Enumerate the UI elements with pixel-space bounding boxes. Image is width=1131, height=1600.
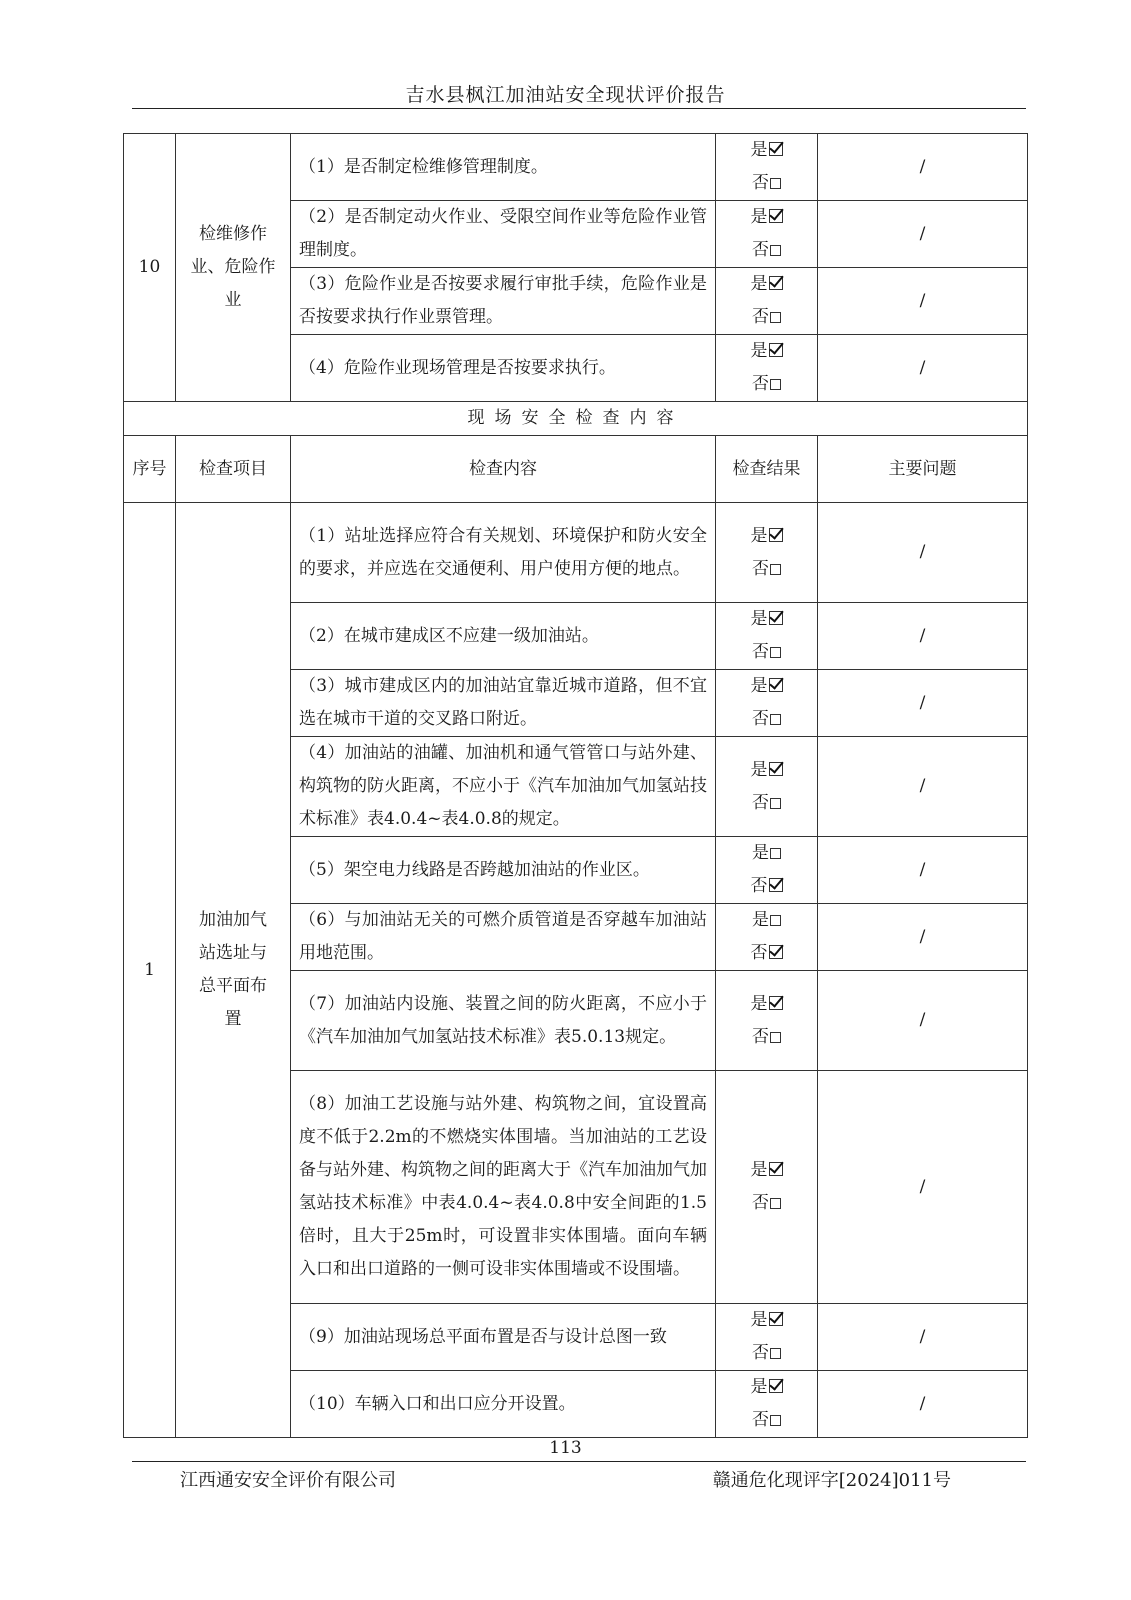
yes-checkbox-icon bbox=[769, 142, 783, 156]
no-label: 否 bbox=[752, 240, 769, 260]
page-header-title: 吉水县枫江加油站安全现状评价报告 bbox=[405, 84, 726, 106]
site-section bbox=[124, 503, 1028, 1438]
footer-rule bbox=[132, 1461, 1026, 1462]
no-checkbox-icon bbox=[770, 312, 781, 323]
yes-option bbox=[724, 335, 809, 368]
item-number: 1 bbox=[124, 503, 176, 1438]
check-content: （5）架空电力线路是否跨越加油站的作业区。 bbox=[291, 837, 716, 904]
result-cell bbox=[716, 1304, 818, 1371]
no-option bbox=[724, 368, 809, 401]
col-result-header: 检查结果 bbox=[716, 436, 818, 503]
yes-option bbox=[724, 754, 809, 787]
check-content: （3）城市建成区内的加油站宜靠近城市道路，但不宜选在城市干道的交叉路口附近。 bbox=[291, 670, 716, 737]
check-content: （4）危险作业现场管理是否按要求执行。 bbox=[291, 335, 716, 402]
yes-label: 是 bbox=[752, 843, 769, 863]
no-checkbox-icon bbox=[770, 564, 781, 575]
yes-checkbox-icon bbox=[769, 209, 783, 223]
yes-label: 是 bbox=[750, 993, 768, 1014]
footer-company: 江西通安安全评价有限公司 bbox=[180, 1470, 396, 1491]
result-cell bbox=[716, 670, 818, 737]
header-rule bbox=[132, 108, 1026, 109]
yes-option bbox=[724, 1371, 809, 1404]
no-label: 否 bbox=[752, 173, 769, 193]
col-item-header: 检查项目 bbox=[176, 436, 291, 503]
main-issue: / bbox=[818, 737, 1028, 837]
table-row bbox=[124, 134, 1028, 201]
main-issue: / bbox=[818, 134, 1028, 201]
main-issue: / bbox=[818, 268, 1028, 335]
no-option bbox=[724, 301, 809, 334]
no-option bbox=[724, 787, 809, 820]
no-option bbox=[724, 703, 809, 736]
page-number: 113 bbox=[549, 1438, 582, 1458]
main-issue: / bbox=[818, 335, 1028, 402]
yes-checkbox-icon bbox=[769, 1162, 783, 1176]
yes-label: 是 bbox=[750, 140, 768, 160]
result-cell bbox=[716, 335, 818, 402]
main-issue: / bbox=[818, 201, 1028, 268]
yes-label: 是 bbox=[750, 274, 768, 294]
main-issue: / bbox=[818, 837, 1028, 904]
check-item-line: 业、危险作 bbox=[190, 257, 276, 277]
yes-checkbox-icon bbox=[769, 678, 783, 692]
yes-option bbox=[724, 201, 809, 234]
check-item-line: 置 bbox=[224, 1009, 242, 1029]
yes-label: 是 bbox=[750, 341, 768, 361]
check-content: （7）加油站内设施、装置之间的防火距离，不应小于《汽车加油加气加氢站技术标准》表5.0.13规定。 bbox=[291, 971, 716, 1071]
main-issue: / bbox=[818, 1071, 1028, 1304]
result-cell bbox=[716, 904, 818, 971]
col-issue-header: 主要问题 bbox=[818, 436, 1028, 503]
yes-label: 是 bbox=[750, 1310, 768, 1330]
column-header-row bbox=[124, 436, 1028, 503]
no-checkbox-icon bbox=[770, 1348, 781, 1359]
check-item-line: 检维修作 bbox=[199, 224, 267, 244]
yes-option bbox=[724, 904, 809, 937]
no-checkbox-icon bbox=[770, 1415, 781, 1426]
yes-option bbox=[724, 1304, 809, 1337]
yes-label: 是 bbox=[750, 1377, 768, 1397]
no-option bbox=[724, 937, 809, 970]
yes-option bbox=[724, 670, 809, 703]
check-item-line: 总平面布 bbox=[199, 976, 267, 996]
check-item-line: 站选址与 bbox=[199, 943, 267, 963]
item-number: 10 bbox=[124, 134, 176, 402]
main-issue: / bbox=[818, 670, 1028, 737]
yes-option bbox=[724, 988, 809, 1021]
no-option bbox=[724, 553, 809, 586]
yes-label: 是 bbox=[750, 676, 768, 696]
yes-option bbox=[724, 603, 809, 636]
check-item-line: 加油加气 bbox=[199, 910, 267, 930]
check-content: （2）在城市建成区不应建一级加油站。 bbox=[291, 603, 716, 670]
no-label: 否 bbox=[752, 709, 769, 729]
result-cell bbox=[716, 1371, 818, 1438]
no-label: 否 bbox=[752, 558, 769, 579]
result-cell bbox=[716, 201, 818, 268]
no-checkbox-icon bbox=[769, 878, 783, 892]
section-title: 现场安全检查内容 bbox=[124, 402, 1028, 436]
col-no-header: 序号 bbox=[124, 436, 176, 503]
yes-checkbox-icon bbox=[769, 762, 783, 776]
no-option bbox=[724, 1187, 809, 1220]
inspection-table bbox=[123, 133, 1028, 1438]
yes-label: 是 bbox=[750, 609, 768, 629]
yes-checkbox-icon bbox=[769, 276, 783, 290]
yes-option bbox=[724, 837, 809, 870]
yes-option bbox=[724, 268, 809, 301]
yes-checkbox-icon bbox=[769, 611, 783, 625]
yes-label: 是 bbox=[750, 207, 768, 227]
yes-checkbox-icon bbox=[769, 1312, 783, 1326]
no-label: 否 bbox=[752, 374, 769, 394]
yes-checkbox-icon bbox=[769, 343, 783, 357]
no-label: 否 bbox=[752, 642, 769, 662]
result-cell bbox=[716, 1071, 818, 1304]
no-option bbox=[724, 870, 809, 903]
no-label: 否 bbox=[750, 876, 768, 896]
check-content: （1）是否制定检维修管理制度。 bbox=[291, 134, 716, 201]
footer-doc-number: 赣通危化现评字[2024]011号 bbox=[712, 1470, 951, 1491]
check-content: （9）加油站现场总平面布置是否与设计总图一致 bbox=[291, 1304, 716, 1371]
main-issue: / bbox=[818, 1371, 1028, 1438]
col-content-header: 检查内容 bbox=[291, 436, 716, 503]
no-checkbox-icon bbox=[770, 379, 781, 390]
no-label: 否 bbox=[752, 1026, 769, 1047]
result-cell bbox=[716, 134, 818, 201]
result-cell bbox=[716, 837, 818, 904]
check-item bbox=[176, 134, 291, 402]
check-content: （4）加油站的油罐、加油机和通气管管口与站外建、构筑物的防火距离，不应小于《汽车加油加气加氢站技术标准》表4.0.4~表4.0.8的规定。 bbox=[291, 737, 716, 837]
yes-label: 是 bbox=[750, 759, 768, 780]
no-option bbox=[724, 1021, 809, 1054]
section-title-row bbox=[124, 402, 1028, 436]
no-checkbox-icon bbox=[770, 178, 781, 189]
no-checkbox-icon bbox=[770, 245, 781, 256]
main-issue: / bbox=[818, 904, 1028, 971]
check-content: （1）站址选择应符合有关规划、环境保护和防火安全的要求，并应选在交通便利、用户使用方便的地点。 bbox=[291, 503, 716, 603]
yes-checkbox-icon bbox=[770, 915, 781, 926]
main-issue: / bbox=[818, 971, 1028, 1071]
main-issue: / bbox=[818, 603, 1028, 670]
no-checkbox-icon bbox=[770, 1198, 781, 1209]
no-option bbox=[724, 1404, 809, 1437]
check-content: （8）加油工艺设施与站外建、构筑物之间，宜设置高度不低于2.2m的不燃烧实体围墙。当加油站的工艺设备与站外建、构筑物之间的距离大于《汽车加油加气加氢站技术标准》中表4.0.4~表4.0.8中安全间距的1.5倍时，且大于25m时，可设置非实体围墙。面向车辆入口和出口道路的一侧可设非实体围墙或不设围墙。 bbox=[291, 1071, 716, 1304]
result-cell bbox=[716, 737, 818, 837]
yes-option bbox=[724, 134, 809, 167]
check-item bbox=[176, 503, 291, 1438]
no-label: 否 bbox=[752, 792, 769, 813]
check-content: （10）车辆入口和出口应分开设置。 bbox=[291, 1371, 716, 1438]
no-label: 否 bbox=[752, 1193, 769, 1213]
check-content: （6）与加油站无关的可燃介质管道是否穿越车加油站用地范围。 bbox=[291, 904, 716, 971]
no-checkbox-icon bbox=[770, 647, 781, 658]
yes-checkbox-icon bbox=[770, 848, 781, 859]
check-item-line: 业 bbox=[224, 290, 242, 310]
no-checkbox-icon bbox=[770, 1032, 781, 1043]
yes-label: 是 bbox=[752, 910, 769, 930]
result-cell bbox=[716, 268, 818, 335]
yes-label: 是 bbox=[750, 525, 768, 546]
result-cell bbox=[716, 603, 818, 670]
yes-option bbox=[724, 520, 809, 553]
no-checkbox-icon bbox=[770, 798, 781, 809]
no-option bbox=[724, 1337, 809, 1370]
check-content: （2）是否制定动火作业、受限空间作业等危险作业管理制度。 bbox=[291, 201, 716, 268]
result-cell bbox=[716, 503, 818, 603]
no-label: 否 bbox=[752, 307, 769, 327]
yes-label: 是 bbox=[750, 1160, 768, 1180]
no-label: 否 bbox=[750, 943, 768, 963]
no-option bbox=[724, 167, 809, 200]
main-issue: / bbox=[818, 1304, 1028, 1371]
table-row bbox=[124, 503, 1028, 603]
no-checkbox-icon bbox=[769, 945, 783, 959]
check-content: （3）危险作业是否按要求履行审批手续，危险作业是否按要求执行作业票管理。 bbox=[291, 268, 716, 335]
no-label: 否 bbox=[752, 1410, 769, 1430]
yes-checkbox-icon bbox=[769, 528, 783, 542]
result-cell bbox=[716, 971, 818, 1071]
main-issue: / bbox=[818, 503, 1028, 603]
no-option bbox=[724, 636, 809, 669]
yes-checkbox-icon bbox=[769, 996, 783, 1010]
no-label: 否 bbox=[752, 1343, 769, 1363]
site-header-section bbox=[124, 402, 1028, 503]
yes-checkbox-icon bbox=[769, 1379, 783, 1393]
no-option bbox=[724, 234, 809, 267]
mgmt-section bbox=[124, 134, 1028, 402]
yes-option bbox=[724, 1154, 809, 1187]
no-checkbox-icon bbox=[770, 714, 781, 725]
